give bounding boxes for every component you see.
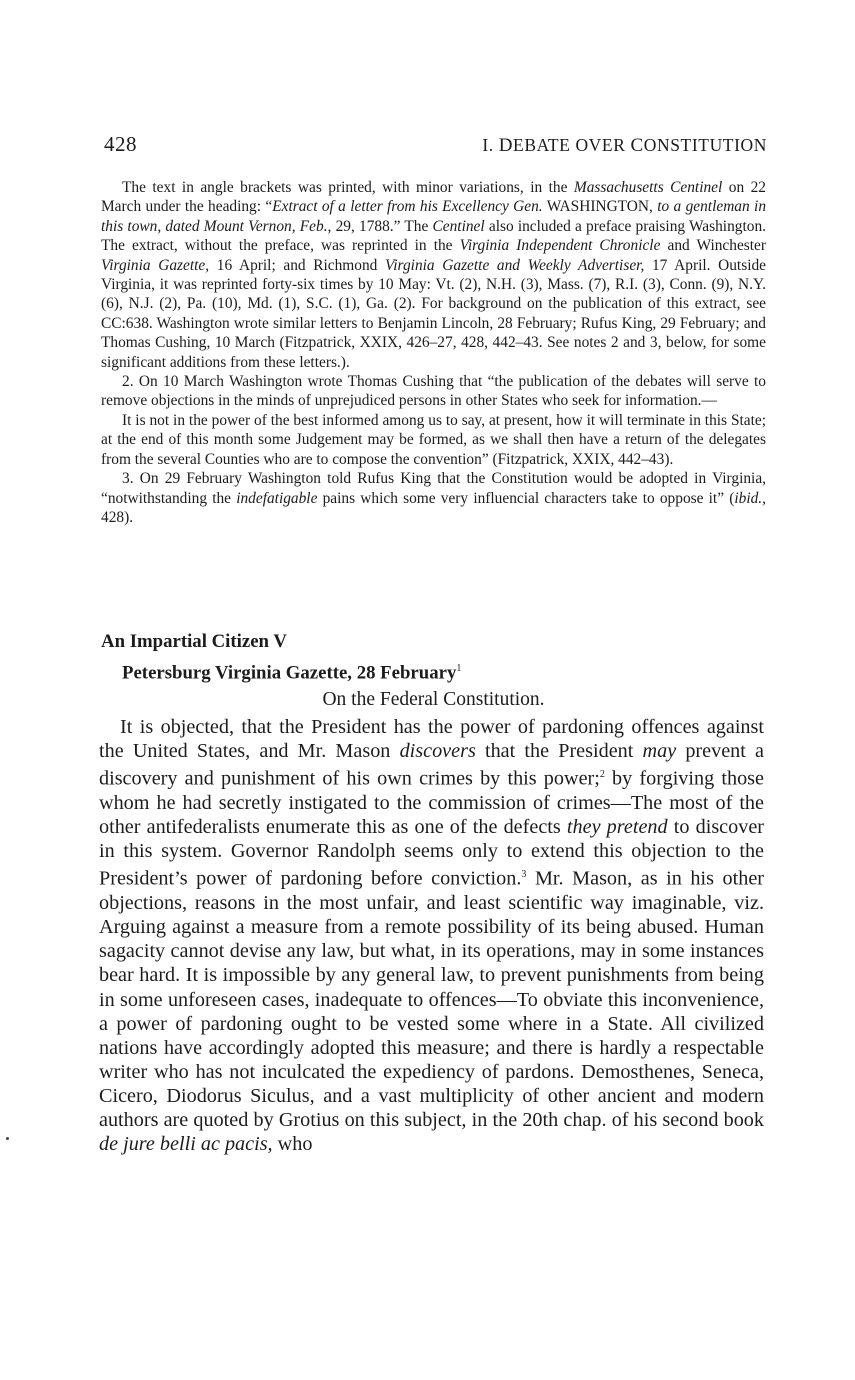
- note-3-text: pains which some very influencial characters take to oppose it” (: [317, 489, 735, 507]
- note-3: [101, 469, 766, 527]
- note-1-italic: Massachusetts Centinel: [573, 179, 723, 196]
- note-1-italic: to a gentleman in this town, dated Mount Vernon, Feb.,: [101, 198, 767, 235]
- document-title: [101, 628, 461, 686]
- body-text: It is objected, that the President has the power of pardoning offences against the United States, and Mr. Mason: [99, 716, 764, 763]
- note-1-text: 17 April. Outside Virginia, it was reprinted forty-six times by 10 May: Vt. (2), N.H. (3), Mass. (7), R.I. (3), Conn. (9), N.Y. (6), N.J. (2), Pa. (10), Md. (1), S.C. (1), Ga. (2). For background on the publication of this extract, see CC:638. Washington wrote similar letters to Benjamin Lincoln, 28 February; Rufus King, 29 February; and Thomas Cushing, 10 March (Fitzpatrick, XXIX, 426–27, 428, 442–43. See notes 2 and 3, below, for some significant additions from these letters.).: [101, 256, 767, 371]
- note-1-text: and Winchester: [660, 237, 766, 255]
- page-number: 428: [104, 132, 137, 156]
- running-head-cap-c: C: [630, 135, 644, 156]
- body-text: prevent a discovery and punishment of his own crimes by this power;: [99, 740, 764, 790]
- note-1-italic: Extract of a letter from his Excellency Gen.: [272, 198, 543, 216]
- note-1-text: on 22 March under the heading: “: [101, 179, 766, 216]
- body-italic: discovers: [399, 740, 476, 763]
- running-head: [482, 135, 767, 157]
- note-1-text: WASHINGTON,: [542, 198, 658, 216]
- document-title-source: [101, 655, 461, 686]
- note-3-text: 428).: [101, 508, 134, 526]
- body-italic: de jure belli ac pacis,: [99, 1133, 273, 1156]
- document-title-source-text: Petersburg Virginia Gazette, 28 February: [122, 662, 457, 684]
- note-3-text: 3. On 29 February Washington told Rufus King that the Constitution would be adopted in Virginia, “notwithstanding the: [101, 470, 766, 507]
- body-italic: they pretend: [566, 816, 668, 839]
- body-text: who: [272, 1133, 313, 1156]
- running-head-numeral: I.: [482, 135, 499, 155]
- note-2-quote: It is not in the power of the best informed among us to say, at present, how it will terminate in this State; at the end of this month some Judgement may be formed, as we shall then have a return of the delegates from the several Counties who are to compose the convention” (Fitzpatrick, XXIX, 442–43).: [101, 411, 766, 468]
- body-text: to discover in this system. Governor Randolph seems only to extend this objection to the President’s power of pardoning before conviction.: [99, 816, 765, 891]
- note-1-italic: Virginia Gazette,: [101, 256, 210, 274]
- note-1-text: also included a preface praising Washington. The extract, without the preface, was reprinted in the: [101, 217, 766, 255]
- note-1-italic: Virginia Gazette and Weekly Advertiser,: [385, 256, 645, 274]
- note-3-italic: indefatigable: [236, 489, 318, 507]
- note-1-italic: Virginia Independent Chronicle: [459, 237, 661, 255]
- note-1-italic: Centinel: [432, 217, 485, 235]
- article-heading: On the Federal Constitution.: [322, 689, 545, 710]
- body-text: by forgiving those whom he had secretly instigated to the commission of crimes—The most of the other antifederalists enumerate this as one of the defects: [99, 767, 764, 839]
- editorial-notes: [101, 178, 766, 527]
- running-head-onstitution: ONSTITUTION: [643, 135, 767, 155]
- note-1-text: 16 April; and Richmond: [209, 256, 386, 274]
- note-1: [101, 178, 766, 372]
- article-body: [99, 715, 764, 1156]
- body-paragraph: [99, 715, 764, 1156]
- body-italic: may: [642, 740, 677, 763]
- note-1-text: The text in angle brackets was printed, with minor variations, in the: [122, 179, 574, 196]
- note-3-italic: ibid.,: [734, 489, 766, 507]
- footnote-marker: 3: [521, 869, 527, 881]
- note-2: 2. On 10 March Washington wrote Thomas Cushing that “the publication of the debates will serve to remove objections in the minds of unprejudiced persons in other States who seek for information.—: [101, 373, 766, 410]
- running-head-ebate: EBATE OVER: [513, 135, 631, 155]
- footnote-marker: 1: [456, 663, 462, 674]
- running-head-cap-d: D: [498, 135, 514, 156]
- body-text: Mr. Mason, as in his other objections, reasons in the most unfair, and least scientific way imaginable, viz. Arguing against a measure from a remote possibility of its being abused. Human sagacity cannot devise any law, but what, in its operations, may in some instances bear hard. It is impossible by any general law, to prevent punishments from being in some unforeseen cases, inadequate to offences—To obviate this inconvenience, a power of pardoning ought to be vested some where in a State. All civilized nations have accordingly adopted this measure; and there is hardly a respectable writer who has not inculcated the expediency of pardons. Demosthenes, Seneca, Cicero, Diodorus Siculus, and a vast multiplicity of other ancient and modern authors are quoted by Grotius on this subject, in the 20th chap. of his second book: [99, 868, 765, 1131]
- scan-speck: [6, 1137, 9, 1140]
- footnote-marker: 2: [599, 769, 605, 781]
- body-text: that the President: [475, 740, 643, 763]
- note-1-text: 29, 1788.” The: [331, 217, 433, 235]
- document-title-author: An Impartial Citizen V: [101, 631, 287, 652]
